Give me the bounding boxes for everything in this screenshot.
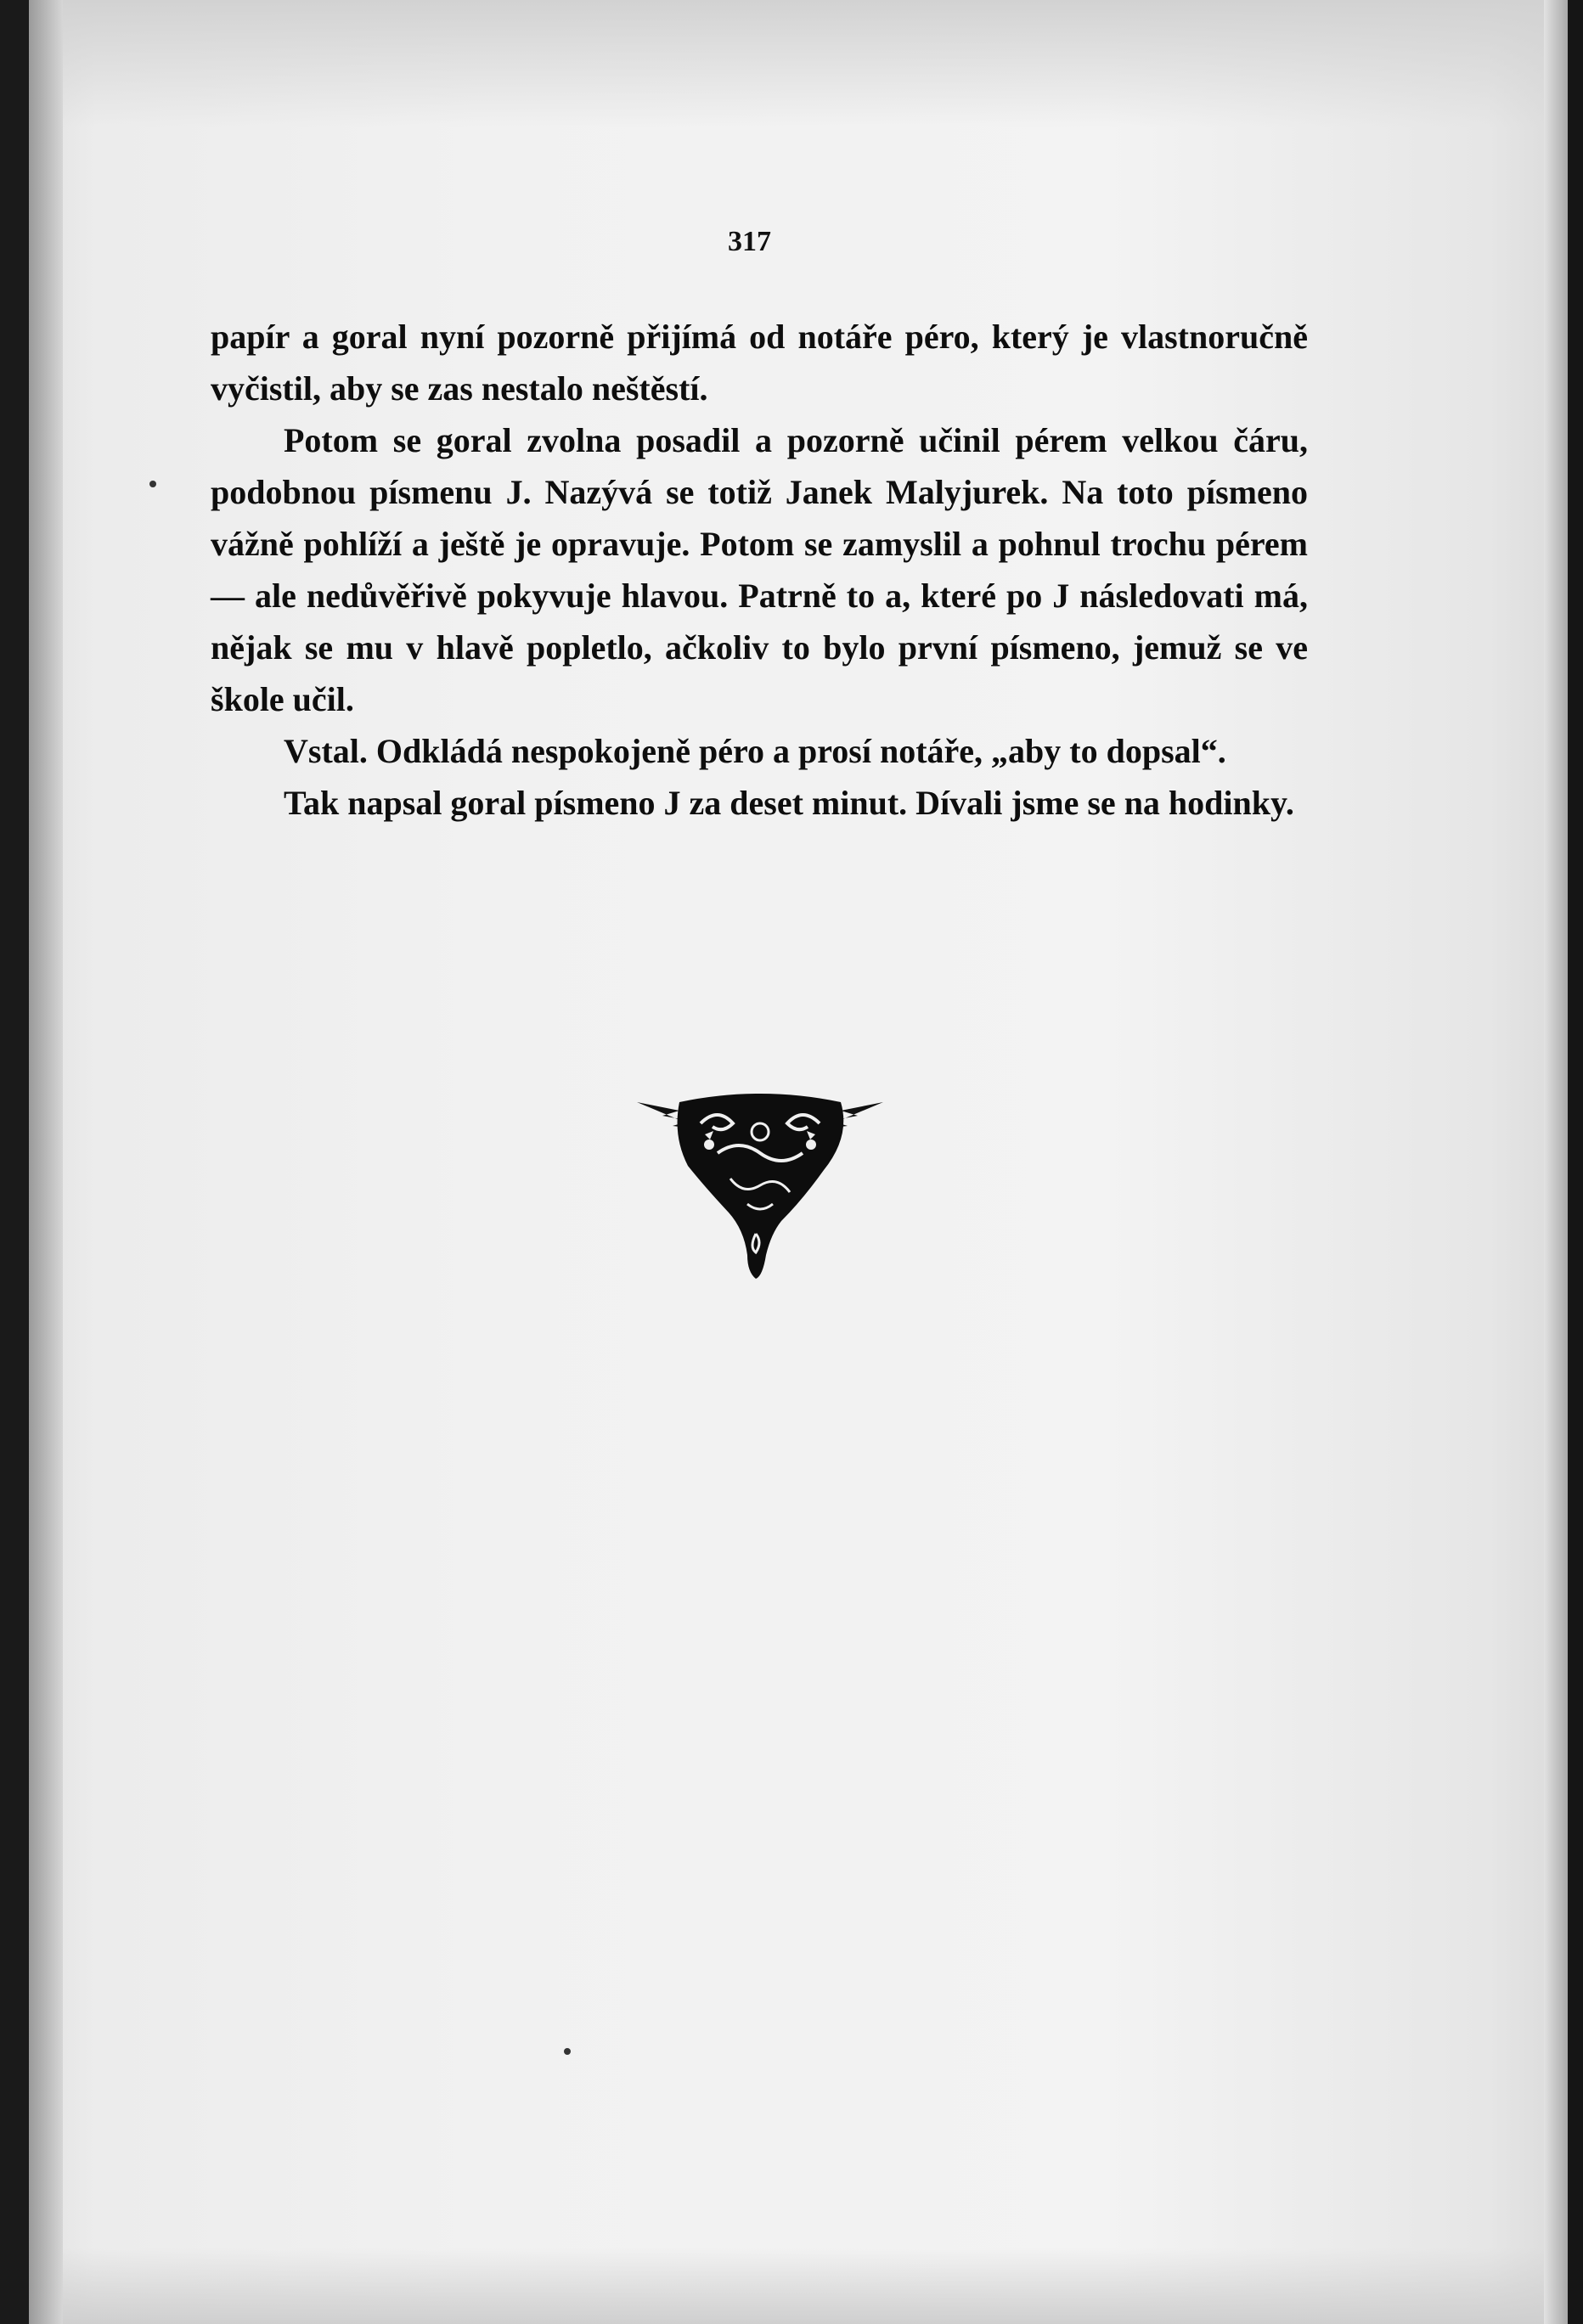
scan-right-gutter — [1544, 0, 1568, 2324]
paragraph: papír a goral nyní pozorně přijímá od notáře péro, který je vlastnoručně vyčistil, aby se zas nestalo neštěstí. — [211, 318, 1308, 408]
body-text — [211, 311, 1308, 829]
scan-right-border — [1568, 0, 1583, 2324]
page-number: 317 — [728, 226, 771, 257]
scan-speck — [564, 2048, 571, 2055]
scan-speck — [149, 481, 156, 487]
paragraph: Vstal. Odkládá nespokojeně péro a prosí notáře, „aby to dopsal“. — [284, 732, 1226, 770]
scan-top-shade — [63, 0, 1544, 127]
floral-tailpiece-icon — [628, 1085, 892, 1282]
scan-left-border — [0, 0, 29, 2324]
scan-bottom-shade — [63, 2248, 1544, 2324]
paragraph: Tak napsal goral písmeno J za deset minut. Dívali jsme se na hodinky. — [284, 784, 1294, 822]
scan-left-gutter — [29, 0, 63, 2324]
paragraph: Potom se goral zvolna posadil a pozorně učinil pérem velkou čáru, podobnou písmenu J. Nazývá se totiž Janek Malyjurek. Na toto písmeno vážně pohlíží a ještě je opravuje. Potom se zamyslil a pohnul trochu pérem — ale nedůvěřivě pokyvuje hlavou. Patrně to a, které po J následovati má, nějak se mu v hlavě popletlo, ačkoliv to bylo první písmeno, jemuž se ve škole učil. — [211, 421, 1308, 718]
